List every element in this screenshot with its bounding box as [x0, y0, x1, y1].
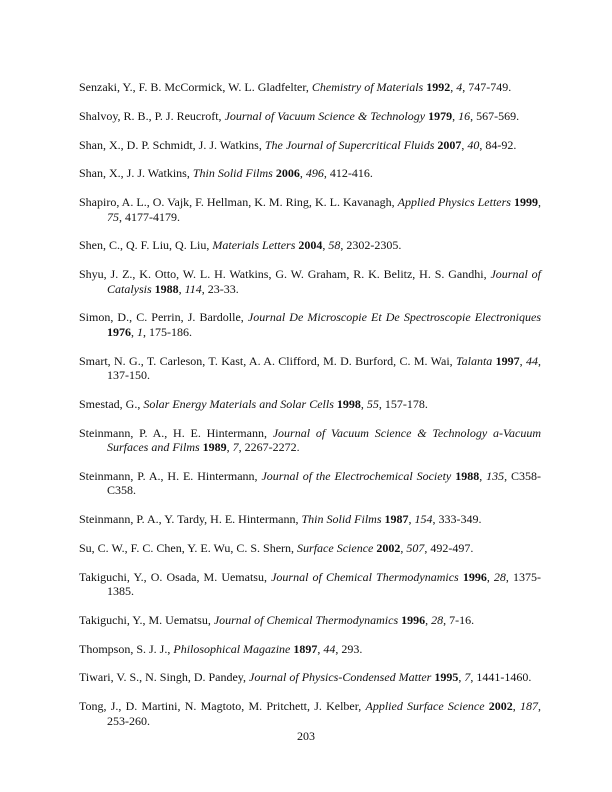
ref-pages: 2302-2305. [346, 238, 402, 253]
ref-volume: 28 [493, 569, 506, 584]
ref-pages: 567-569. [476, 108, 520, 123]
ref-journal: Surface Science [297, 540, 374, 555]
ref-year: 1976 [107, 324, 131, 339]
reference-entry: Takiguchi, Y., M. Uematsu, Journal of Chemical Thermodynamics 1996, 28, 7-16. [79, 612, 475, 627]
ref-pages: 137-150. [107, 368, 150, 382]
ref-volume: 75 [107, 209, 119, 224]
ref-year: 1999 [513, 195, 538, 210]
ref-volume: 507 [406, 540, 425, 555]
ref-year: 1988 [455, 468, 480, 483]
reference-entry: Smart, N. G., T. Carleson, T. Kast, A. A. Clifford, M. D. Burford, C. M. Wai, Talanta 1997, 44, 137-150. [79, 353, 542, 382]
ref-year: 1992 [426, 80, 451, 94]
ref-journal: Journal De Microscopie Et De Spectroscopie Electroniques [247, 310, 542, 325]
ref-authors: Takiguchi, Y., O. Osada, M. Uematsu, [79, 569, 272, 584]
reference-entry: Shyu, J. Z., K. Otto, W. L. H. Watkins, G. W. Graham, R. K. Belitz, H. S. Gandhi, Journal of Catalysis 1988, 114, 23-33. [79, 267, 541, 296]
ref-journal: Philosophical Magazine [173, 641, 291, 656]
ref-pages: 747-749. [468, 80, 512, 94]
ref-authors: Tiwari, V. S., N. Singh, D. Pandey, [79, 670, 250, 685]
ref-volume: 7 [232, 440, 239, 454]
ref-volume: 44 [323, 641, 336, 656]
reference-entry: Steinmann, P. A., H. E. Hintermann, Journal of the Electrochemical Society 1988, 135, C358-C358. [79, 468, 542, 498]
ref-pages: 4177-4179. [125, 209, 180, 224]
ref-year: 2002 [488, 699, 513, 714]
ref-volume: 187 [520, 699, 538, 714]
ref-journal: Journal of Vacuum Science & Technology [224, 108, 426, 123]
reference-entry: Thompson, S. J. J., Philosophical Magazine 1897, 44, 293. [79, 641, 363, 656]
ref-pages: 293. [341, 641, 363, 656]
ref-journal: Chemistry of Materials [311, 80, 424, 94]
reference-entry: Shalvoy, R. B., P. J. Reucroft, Journal of Vacuum Science & Technology 1979, 16, 567-569. [79, 108, 520, 123]
ref-year: 1998 [336, 396, 361, 411]
ref-authors: Shen, C., Q. F. Liu, Q. Liu, [79, 238, 213, 253]
ref-pages: 175-186. [149, 324, 192, 339]
ref-journal: Applied Physics Letters [397, 195, 511, 210]
ref-volume: 28 [431, 612, 444, 627]
reference-entry: Steinmann, P. A., Y. Tardy, H. E. Hintermann, Thin Solid Films 1987, 154, 333-349. [79, 512, 482, 526]
ref-year: 2007 [437, 137, 462, 152]
ref-year: 1988 [154, 281, 179, 296]
ref-authors: Smart, N. G., T. Carleson, T. Kast, A. A. Clifford, M. D. Burford, C. M. Wai, [79, 353, 457, 368]
ref-authors: Senzaki, Y., F. B. McCormick, W. L. Gladfelter, [79, 80, 312, 94]
ref-volume: 135 [486, 468, 505, 483]
ref-year: 2002 [376, 540, 401, 555]
ref-journal: Thin Solid Films [301, 512, 382, 526]
reference-entry: Shan, X., J. J. Watkins, Thin Solid Films 2006, 496, 412-416. [79, 166, 373, 181]
ref-authors: Shapiro, A. L., O. Vajk, F. Hellman, K. M. Ring, K. L. Kavanagh, [79, 195, 398, 210]
ref-pages: 1375-1385. [107, 569, 542, 598]
reference-entry: Smestad, G., Solar Energy Materials and Solar Cells 1998, 55, 157-178. [79, 396, 428, 411]
ref-year: 1996 [462, 569, 487, 584]
reference-entry: Shan, X., D. P. Schmidt, J. J. Watkins, The Journal of Supercritical Fluids 2007, 40, 84-92. [79, 137, 517, 152]
page-number: 203 [297, 729, 315, 743]
ref-pages: 333-349. [438, 512, 482, 526]
reference-entry: Shen, C., Q. F. Liu, Q. Liu, Materials Letters 2004, 58, 2302-2305. [79, 238, 402, 253]
ref-journal: Thin Solid Films [192, 166, 273, 181]
ref-volume: 44 [526, 353, 539, 368]
reference-entry: Tiwari, V. S., N. Singh, D. Pandey, Journal of Physics-Condensed Matter 1995, 7, 1441-1460. [79, 670, 532, 685]
ref-authors: Simon, D., C. Perrin, J. Bardolle, [79, 310, 248, 325]
ref-pages: 7-16. [449, 612, 475, 627]
ref-journal: Journal of Chemical Thermodynamics [213, 612, 399, 627]
ref-year: 1996 [401, 612, 426, 627]
reference-entry: Su, C. W., F. C. Chen, Y. E. Wu, C. S. Shern, Surface Science 2002, 507, 492-497. [79, 540, 474, 555]
reference-entry: Senzaki, Y., F. B. McCormick, W. L. Gladfelter, Chemistry of Materials 1992, 4, 747-749. [79, 80, 512, 94]
ref-journal: Journal of Catalysis [107, 267, 541, 296]
ref-volume: 7 [464, 670, 471, 685]
ref-year: 1987 [384, 512, 409, 526]
ref-volume: 40 [467, 137, 480, 152]
ref-authors: Shan, X., J. J. Watkins, [79, 166, 193, 181]
ref-journal: Journal of the Electrochemical Society [261, 468, 452, 483]
reference-entry: Tong, J., D. Martini, N. Magtoto, M. Pritchett, J. Kelber, Applied Surface Science 2002, 187, 253-260. [79, 699, 541, 728]
ref-journal: Journal of Vacuum Science & Technology a-Vacuum Surfaces and Films [107, 425, 541, 454]
ref-year: 1995 [434, 670, 459, 685]
ref-year: 1989 [202, 440, 227, 454]
ref-pages: 23-33. [207, 281, 239, 296]
ref-authors: Shyu, J. Z., K. Otto, W. L. H. Watkins, G. W. Graham, R. K. Belitz, H. S. Gandhi, [79, 267, 491, 282]
ref-pages: 412-416. [329, 166, 373, 181]
ref-volume: 58 [328, 238, 341, 253]
ref-authors: Steinmann, P. A., H. E. Hintermann, [79, 425, 273, 440]
ref-journal: Applied Surface Science [365, 699, 485, 714]
ref-pages: 157-178. [384, 396, 428, 411]
ref-authors: Takiguchi, Y., M. Uematsu, [79, 612, 214, 627]
reference-entry: Shapiro, A. L., O. Vajk, F. Hellman, K. M. Ring, K. L. Kavanagh, Applied Physics Letters 1999, 75, 4177-4179. [79, 195, 541, 224]
ref-journal: Solar Energy Materials and Solar Cells [143, 396, 334, 411]
ref-authors: Smestad, G., [79, 396, 144, 411]
ref-pages: 2267-2272. [244, 440, 300, 454]
ref-authors: Shalvoy, R. B., P. J. Reucroft, [79, 108, 225, 123]
ref-year: 1979 [428, 108, 453, 123]
reference-entry: Takiguchi, Y., O. Osada, M. Uematsu, Journal of Chemical Thermodynamics 1996, 28, 1375-1385. [79, 569, 542, 598]
ref-volume: 1 [137, 324, 143, 339]
ref-volume: 16 [458, 108, 471, 123]
ref-authors: Steinmann, P. A., Y. Tardy, H. E. Hintermann, [79, 512, 302, 526]
ref-volume: 496 [305, 166, 324, 181]
ref-authors: Tong, J., D. Martini, N. Magtoto, M. Pritchett, J. Kelber, [79, 699, 366, 714]
ref-journal: Journal of Physics-Condensed Matter [249, 670, 432, 685]
ref-pages: C358-C358. [107, 468, 542, 498]
ref-pages: 253-260. [107, 713, 150, 728]
ref-year: 2004 [298, 238, 323, 253]
ref-authors: Su, C. W., F. C. Chen, Y. E. Wu, C. S. Shern, [79, 540, 298, 555]
ref-journal: Materials Letters [212, 238, 296, 253]
ref-pages: 1441-1460. [476, 670, 532, 685]
ref-volume: 4 [456, 80, 463, 94]
ref-year: 2006 [275, 166, 300, 181]
ref-journal: The Journal of Supercritical Fluids [264, 137, 435, 152]
ref-volume: 154 [414, 512, 433, 526]
ref-pages: 84-92. [485, 137, 517, 152]
ref-journal: Journal of Chemical Thermodynamics [271, 569, 459, 584]
ref-journal: Talanta [456, 353, 493, 368]
reference-entry: Steinmann, P. A., H. E. Hintermann, Journal of Vacuum Science & Technology a-Vacuum Surfaces and Films 1989, 7, 2267-2272. [79, 425, 541, 454]
reference-list [79, 80, 541, 742]
ref-pages: 492-497. [430, 540, 474, 555]
ref-volume: 114 [184, 281, 202, 296]
ref-volume: 55 [366, 396, 379, 411]
ref-authors: Shan, X., D. P. Schmidt, J. J. Watkins, [79, 137, 265, 152]
ref-year: 1997 [495, 353, 520, 368]
ref-year: 1897 [293, 641, 318, 656]
ref-authors: Steinmann, P. A., H. E. Hintermann, [79, 468, 262, 483]
reference-entry: Simon, D., C. Perrin, J. Bardolle, Journal De Microscopie Et De Spectroscopie Electroniques 1976, 1, 175-186. [79, 310, 542, 339]
ref-authors: Thompson, S. J. J., [79, 641, 174, 656]
